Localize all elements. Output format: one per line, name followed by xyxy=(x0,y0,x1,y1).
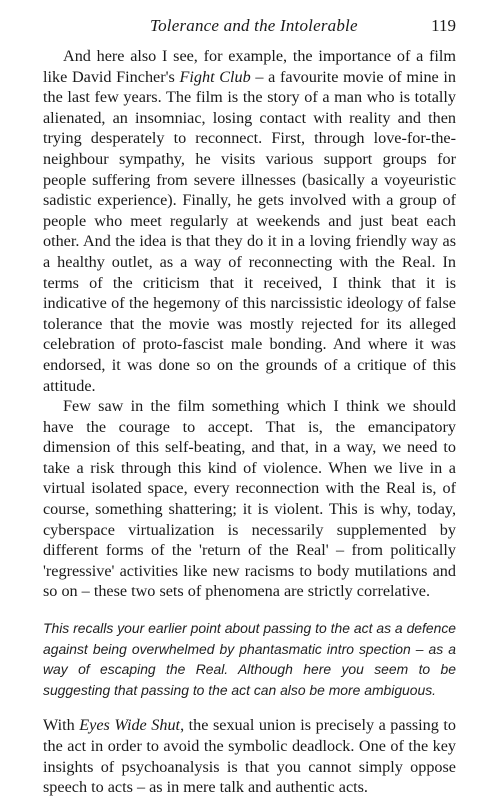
body-text xyxy=(43,46,456,798)
paragraph-2: Few saw in the film something which I think we should have the courage to accept. That is, the emancipatory dimension of this self-beating, and that, in a way, we need to take a risk through this kind of violence. When we live in a virtual isolated space, every reconnection with the Real is, of course, something shattering; it is violent. This is why, today, cyberspace virtualization is necessarily supplemented by different forms of the 'return of the Real' – from politically 'regressive' activities like new racisms to body mutilations and so on – these two sets of phenomena are strictly correlative. xyxy=(43,397,456,601)
film-title-eyes-wide-shut: Eyes Wide Shut xyxy=(79,716,181,735)
paragraph-1 xyxy=(43,46,456,396)
paragraph-1-before: And here also I see, for example, the importance of a film like David Fincher's xyxy=(43,47,456,86)
running-head xyxy=(0,16,500,42)
page-number: 119 xyxy=(431,16,456,35)
paragraph-1-after: – a favourite movie of mine in the last few years. The film is the story of a man who is totally alienated, an insomniac, losing contact with reality and then trying desperately to reconnect. First, through love-for-the-neighbour sympathy, he visits various support groups for people suffering from severe illnesses (basically a voyeuristic sadistic experience). Finally, he gets involved with a group of people who meet regularly at weekends and just beat each other. And the idea is that they do it in a loving friendly way as a healthy outlet, as a way of reconnecting with the Real. In terms of the criticism that it received, I think that it is indicative of the hegemony of this narcissistic ideology of false tolerance that the movie was mostly rejected for its alleged celebration of proto-fascist male bonding. And where it was endorsed, it was done so on the grounds of a critique of this attitude. xyxy=(43,67,456,395)
answer-after: , the sexual union is precisely a passing to the act in order to avoid the symbolic deadlock. One of the key insights of psychoanalysis is that you cannot simply oppose speech to acts – as in mere talk and authentic acts. xyxy=(43,716,457,797)
film-title-fight-club: Fight Club xyxy=(179,67,251,86)
running-title: Tolerance and the Intolerable xyxy=(150,16,358,35)
interviewer-question: This recalls your earlier point about passing to the act as a defence against being overwhelmed by phantasmatic intro spection – as a way of escaping the Real. Although here you seem to be suggesting that passing to the act can also be more ambiguous. xyxy=(43,620,456,698)
answer-prefix: With xyxy=(43,716,80,735)
answer-paragraph xyxy=(43,715,456,797)
